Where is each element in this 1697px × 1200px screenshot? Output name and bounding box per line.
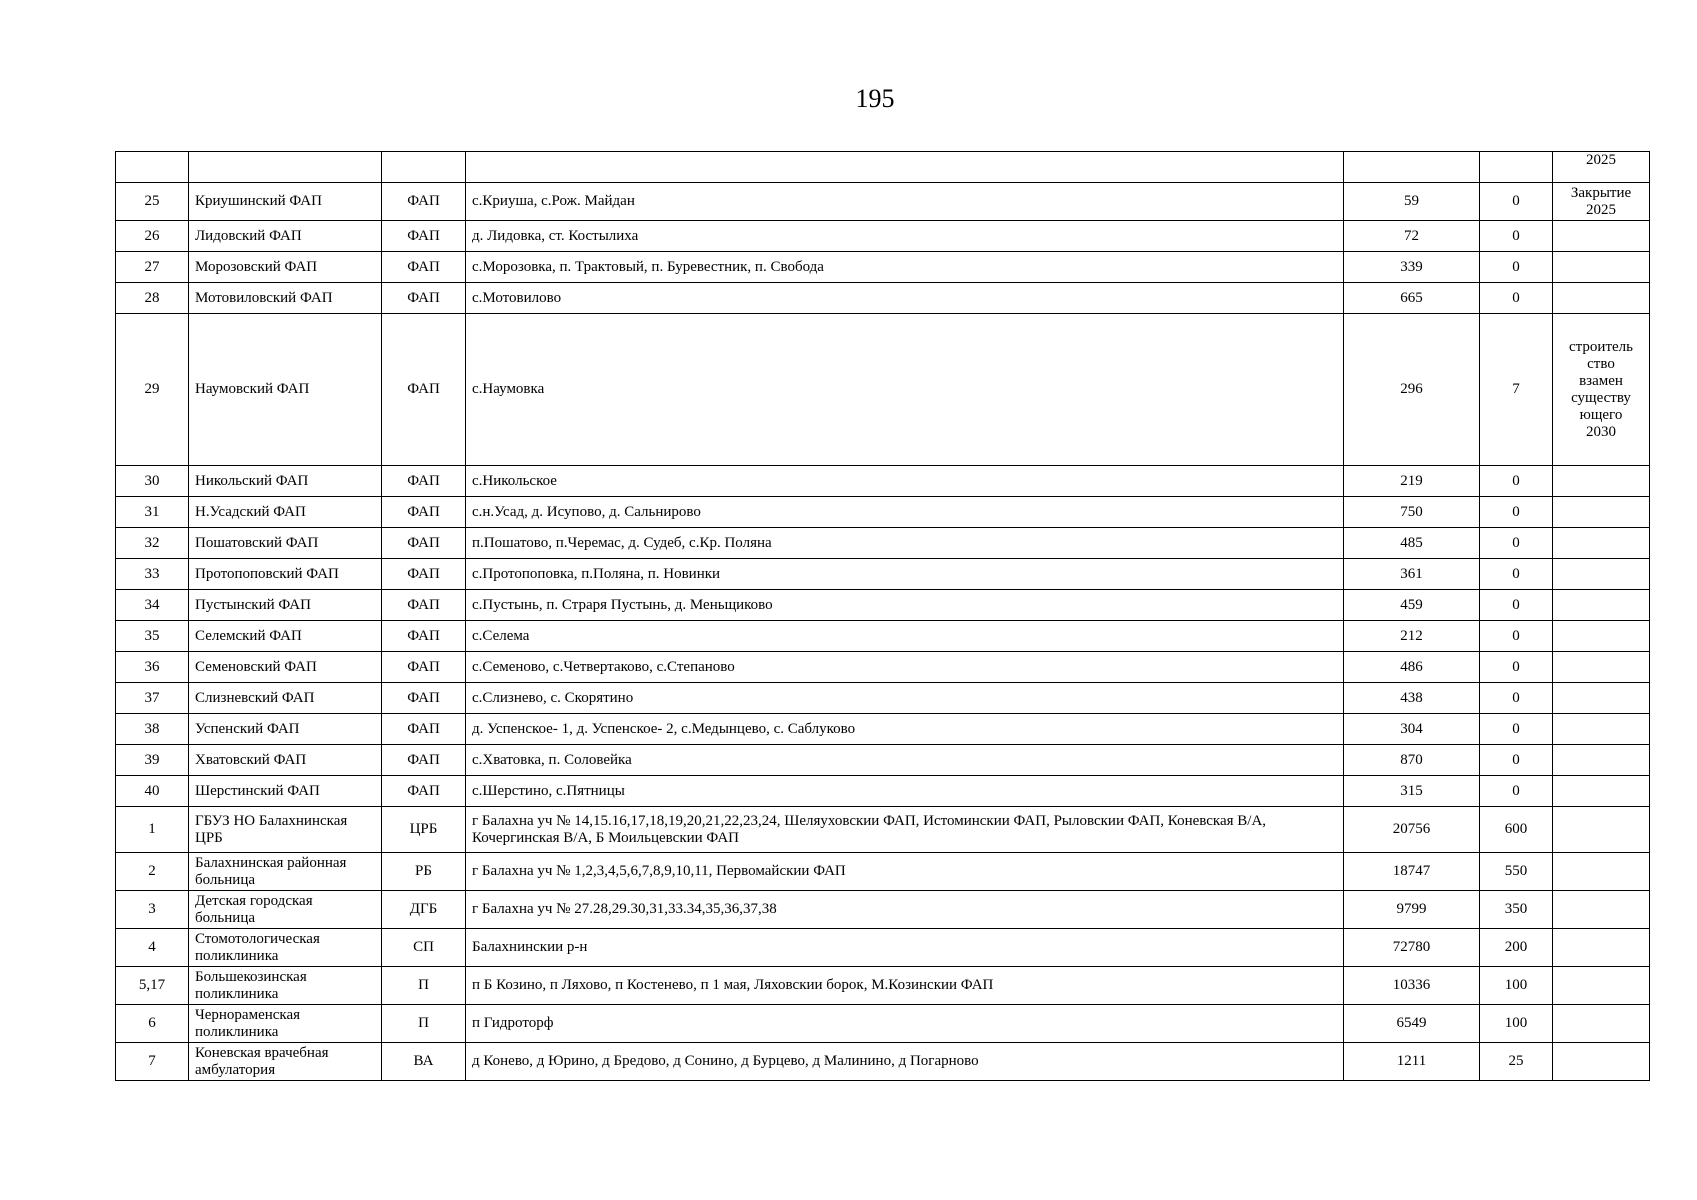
- facility-name-cell: Лидовский ФАП: [189, 221, 382, 252]
- facility-name-cell: Чернораменская поликлиника: [189, 1005, 382, 1043]
- facility-name-cell: Н.Усадский ФАП: [189, 497, 382, 528]
- population-cell: 20756: [1344, 807, 1480, 853]
- population-cell: 665: [1344, 283, 1480, 314]
- service-area-cell: г Балахна уч № 27.28,29.30,31,33.34,35,36,37,38: [466, 891, 1344, 929]
- table-row: [116, 891, 1650, 929]
- table-row: [116, 590, 1650, 621]
- table-row: [116, 152, 1650, 183]
- row-number-cell: 33: [116, 559, 189, 590]
- table-row: [116, 466, 1650, 497]
- note-cell: [1553, 1005, 1650, 1043]
- facility-name-cell: Слизневский ФАП: [189, 683, 382, 714]
- facility-type-cell: ФАП: [382, 314, 466, 466]
- table-row: [116, 745, 1650, 776]
- table-row: [116, 714, 1650, 745]
- facility-name-cell: Пустынский ФАП: [189, 590, 382, 621]
- positions-cell: 0: [1480, 221, 1553, 252]
- population-cell: 9799: [1344, 891, 1480, 929]
- row-number-cell: [116, 152, 189, 183]
- row-number-cell: 36: [116, 652, 189, 683]
- population-cell: 459: [1344, 590, 1480, 621]
- table-row: [116, 807, 1650, 853]
- service-area-cell: с.Шерстино, с.Пятницы: [466, 776, 1344, 807]
- row-number-cell: 32: [116, 528, 189, 559]
- note-cell: [1553, 621, 1650, 652]
- positions-cell: 0: [1480, 714, 1553, 745]
- facility-name-cell: Большекозинская поликлиника: [189, 967, 382, 1005]
- table-row: [116, 683, 1650, 714]
- population-cell: 10336: [1344, 967, 1480, 1005]
- facility-name-cell: Успенский ФАП: [189, 714, 382, 745]
- facility-name-cell: Хватовский ФАП: [189, 745, 382, 776]
- facility-type-cell: ФАП: [382, 776, 466, 807]
- facility-type-cell: ФАП: [382, 221, 466, 252]
- facility-type-cell: ФАП: [382, 559, 466, 590]
- service-area-cell: п Гидроторф: [466, 1005, 1344, 1043]
- service-area-cell: г Балахна уч № 1,2,3,4,5,6,7,8,9,10,11, Первомайскии ФАП: [466, 853, 1344, 891]
- population-cell: 72780: [1344, 929, 1480, 967]
- population-cell: 485: [1344, 528, 1480, 559]
- note-cell: [1553, 528, 1650, 559]
- facility-type-cell: ФАП: [382, 252, 466, 283]
- note-cell: [1553, 929, 1650, 967]
- facility-name-cell: Пошатовский ФАП: [189, 528, 382, 559]
- table-row: [116, 929, 1650, 967]
- note-cell: [1553, 590, 1650, 621]
- row-number-cell: 26: [116, 221, 189, 252]
- population-cell: 18747: [1344, 853, 1480, 891]
- positions-cell: 550: [1480, 853, 1553, 891]
- service-area-cell: с.Пустынь, п. Страря Пустынь, д. Меньщиково: [466, 590, 1344, 621]
- note-cell: [1553, 559, 1650, 590]
- positions-cell: 100: [1480, 967, 1553, 1005]
- row-number-cell: 3: [116, 891, 189, 929]
- service-area-cell: с.Протопоповка, п.Поляна, п. Новинки: [466, 559, 1344, 590]
- service-area-cell: с.Слизнево, с. Скорятино: [466, 683, 1344, 714]
- row-number-cell: 34: [116, 590, 189, 621]
- facilities-table: [115, 151, 1650, 1081]
- note-cell: [1553, 1043, 1650, 1081]
- positions-cell: 0: [1480, 497, 1553, 528]
- note-cell: [1553, 221, 1650, 252]
- positions-cell: 0: [1480, 183, 1553, 221]
- row-number-cell: 27: [116, 252, 189, 283]
- service-area-cell: с.Криуша, с.Рож. Майдан: [466, 183, 1344, 221]
- facility-type-cell: ЦРБ: [382, 807, 466, 853]
- facility-type-cell: ФАП: [382, 283, 466, 314]
- facility-type-cell: ФАП: [382, 466, 466, 497]
- facility-type-cell: П: [382, 967, 466, 1005]
- row-number-cell: 1: [116, 807, 189, 853]
- population-cell: 486: [1344, 652, 1480, 683]
- table-row: [116, 283, 1650, 314]
- facility-name-cell: Селемский ФАП: [189, 621, 382, 652]
- population-cell: 59: [1344, 183, 1480, 221]
- population-cell: 212: [1344, 621, 1480, 652]
- positions-cell: 0: [1480, 466, 1553, 497]
- facility-type-cell: ФАП: [382, 621, 466, 652]
- positions-cell: 0: [1480, 621, 1553, 652]
- positions-cell: 0: [1480, 252, 1553, 283]
- facility-type-cell: ВА: [382, 1043, 466, 1081]
- row-number-cell: 31: [116, 497, 189, 528]
- note-cell: [1553, 252, 1650, 283]
- positions-cell: 350: [1480, 891, 1553, 929]
- service-area-cell: с.Морозовка, п. Трактовый, п. Буревестник, п. Свобода: [466, 252, 1344, 283]
- positions-cell: [1480, 152, 1553, 183]
- population-cell: [1344, 152, 1480, 183]
- facility-type-cell: П: [382, 1005, 466, 1043]
- facility-name-cell: Наумовский ФАП: [189, 314, 382, 466]
- row-number-cell: 2: [116, 853, 189, 891]
- row-number-cell: 30: [116, 466, 189, 497]
- facility-name-cell: Протопоповский ФАП: [189, 559, 382, 590]
- note-cell: [1553, 497, 1650, 528]
- note-cell: Закрытие 2025: [1553, 183, 1650, 221]
- facility-name-cell: [189, 152, 382, 183]
- population-cell: 219: [1344, 466, 1480, 497]
- row-number-cell: 40: [116, 776, 189, 807]
- facility-type-cell: ФАП: [382, 497, 466, 528]
- facility-type-cell: ФАП: [382, 652, 466, 683]
- service-area-cell: с.Наумовка: [466, 314, 1344, 466]
- note-cell: строитель ство взамен существу ющего 2030: [1553, 314, 1650, 466]
- table-row: [116, 183, 1650, 221]
- table-row: [116, 221, 1650, 252]
- service-area-cell: с.Мотовилово: [466, 283, 1344, 314]
- note-cell: [1553, 283, 1650, 314]
- positions-cell: 100: [1480, 1005, 1553, 1043]
- population-cell: 1211: [1344, 1043, 1480, 1081]
- positions-cell: 0: [1480, 528, 1553, 559]
- row-number-cell: 37: [116, 683, 189, 714]
- note-cell: [1553, 853, 1650, 891]
- population-cell: 750: [1344, 497, 1480, 528]
- service-area-cell: [466, 152, 1344, 183]
- facility-type-cell: ФАП: [382, 714, 466, 745]
- service-area-cell: с.Никольское: [466, 466, 1344, 497]
- note-cell: [1553, 683, 1650, 714]
- positions-cell: 0: [1480, 776, 1553, 807]
- population-cell: 6549: [1344, 1005, 1480, 1043]
- note-cell: [1553, 714, 1650, 745]
- population-cell: 361: [1344, 559, 1480, 590]
- table-body: [116, 152, 1650, 1081]
- facility-name-cell: Балахнинская районная больница: [189, 853, 382, 891]
- note-cell: [1553, 652, 1650, 683]
- table-row: [116, 1005, 1650, 1043]
- service-area-cell: Балахнинскии р-н: [466, 929, 1344, 967]
- positions-cell: 200: [1480, 929, 1553, 967]
- table-row: [116, 314, 1650, 466]
- service-area-cell: д. Успенское- 1, д. Успенское- 2, с.Медынцево, с. Саблуково: [466, 714, 1344, 745]
- row-number-cell: 6: [116, 1005, 189, 1043]
- facility-type-cell: [382, 152, 466, 183]
- row-number-cell: 39: [116, 745, 189, 776]
- facility-name-cell: Детская городская больница: [189, 891, 382, 929]
- note-cell: [1553, 776, 1650, 807]
- positions-cell: 600: [1480, 807, 1553, 853]
- service-area-cell: д. Лидовка, ст. Костылиха: [466, 221, 1344, 252]
- row-number-cell: 7: [116, 1043, 189, 1081]
- facility-type-cell: ДГБ: [382, 891, 466, 929]
- positions-cell: 25: [1480, 1043, 1553, 1081]
- row-number-cell: 4: [116, 929, 189, 967]
- service-area-cell: д Конево, д Юрино, д Бредово, д Сонино, д Бурцево, д Малинино, д Погарново: [466, 1043, 1344, 1081]
- facility-name-cell: Никольский ФАП: [189, 466, 382, 497]
- population-cell: 304: [1344, 714, 1480, 745]
- positions-cell: 7: [1480, 314, 1553, 466]
- page-number: 195: [855, 84, 895, 113]
- service-area-cell: с.Селема: [466, 621, 1344, 652]
- facility-type-cell: ФАП: [382, 590, 466, 621]
- population-cell: 72: [1344, 221, 1480, 252]
- facility-name-cell: Стомотологическая поликлиника: [189, 929, 382, 967]
- service-area-cell: с.Хватовка, п. Соловейка: [466, 745, 1344, 776]
- row-number-cell: 28: [116, 283, 189, 314]
- service-area-cell: п Б Козино, п Ляхово, п Костенево, п 1 мая, Ляховскии борок, М.Козинскии ФАП: [466, 967, 1344, 1005]
- table-row: [116, 1043, 1650, 1081]
- facility-name-cell: ГБУЗ НО Балахнинская ЦРБ: [189, 807, 382, 853]
- table-row: [116, 967, 1650, 1005]
- row-number-cell: 29: [116, 314, 189, 466]
- positions-cell: 0: [1480, 559, 1553, 590]
- table-row: [116, 776, 1650, 807]
- facility-name-cell: Шерстинский ФАП: [189, 776, 382, 807]
- table-row: [116, 853, 1650, 891]
- note-cell: [1553, 807, 1650, 853]
- facility-name-cell: Коневская врачебная амбулатория: [189, 1043, 382, 1081]
- table-row: [116, 528, 1650, 559]
- facility-type-cell: ФАП: [382, 528, 466, 559]
- positions-cell: 0: [1480, 652, 1553, 683]
- row-number-cell: 38: [116, 714, 189, 745]
- row-number-cell: 5,17: [116, 967, 189, 1005]
- note-cell: [1553, 466, 1650, 497]
- population-cell: 438: [1344, 683, 1480, 714]
- positions-cell: 0: [1480, 283, 1553, 314]
- table-row: [116, 652, 1650, 683]
- table-row: [116, 621, 1650, 652]
- positions-cell: 0: [1480, 683, 1553, 714]
- facility-name-cell: Криушинский ФАП: [189, 183, 382, 221]
- table-row: [116, 559, 1650, 590]
- facility-type-cell: ФАП: [382, 745, 466, 776]
- facility-name-cell: Семеновский ФАП: [189, 652, 382, 683]
- facility-type-cell: РБ: [382, 853, 466, 891]
- population-cell: 315: [1344, 776, 1480, 807]
- note-cell: [1553, 891, 1650, 929]
- service-area-cell: с.Семеново, с.Четвертаково, с.Степаново: [466, 652, 1344, 683]
- population-cell: 339: [1344, 252, 1480, 283]
- service-area-cell: п.Пошатово, п.Черемас, д. Судеб, с.Кр. Поляна: [466, 528, 1344, 559]
- positions-cell: 0: [1480, 745, 1553, 776]
- facility-name-cell: Морозовский ФАП: [189, 252, 382, 283]
- table-row: [116, 252, 1650, 283]
- facility-type-cell: ФАП: [382, 183, 466, 221]
- facility-type-cell: СП: [382, 929, 466, 967]
- row-number-cell: 25: [116, 183, 189, 221]
- service-area-cell: с.н.Усад, д. Исупово, д. Сальнирово: [466, 497, 1344, 528]
- row-number-cell: 35: [116, 621, 189, 652]
- service-area-cell: г Балахна уч № 14,15.16,17,18,19,20,21,22,23,24, Шеляуховскии ФАП, Истоминскии ФАП, Рыловскии ФАП, Коневская В/А, Кочергинская В/А, Б Моильцевскии ФАП: [466, 807, 1344, 853]
- facility-type-cell: ФАП: [382, 683, 466, 714]
- positions-cell: 0: [1480, 590, 1553, 621]
- population-cell: 870: [1344, 745, 1480, 776]
- facility-name-cell: Мотовиловский ФАП: [189, 283, 382, 314]
- table-row: [116, 497, 1650, 528]
- population-cell: 296: [1344, 314, 1480, 466]
- note-cell: 2025: [1553, 152, 1650, 183]
- note-cell: [1553, 745, 1650, 776]
- note-cell: [1553, 967, 1650, 1005]
